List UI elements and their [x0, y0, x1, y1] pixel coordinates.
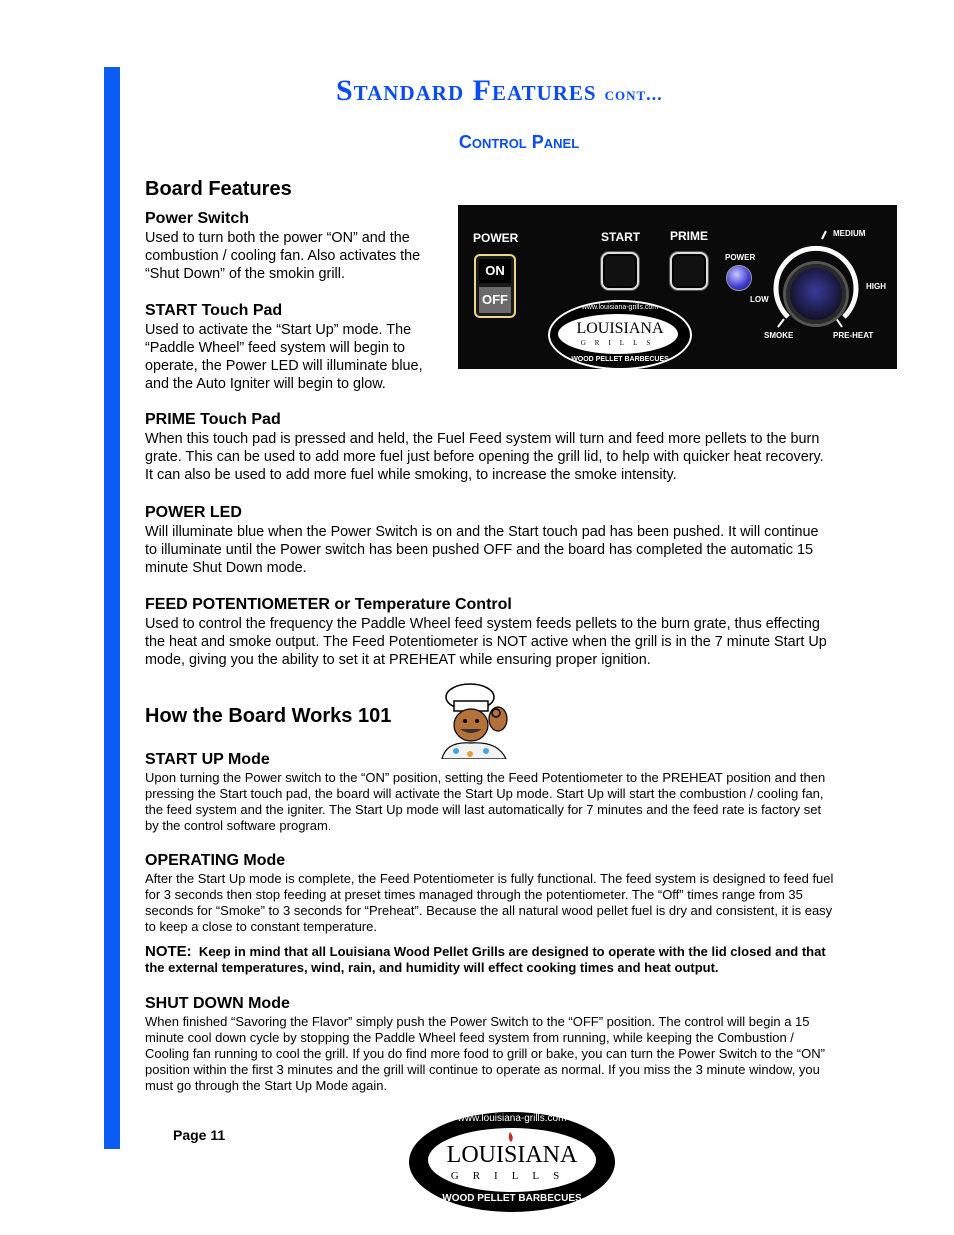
- prime-touch-pad: [670, 252, 708, 290]
- footer-logo-url: www.louisiana-grills.com: [457, 1113, 567, 1124]
- power-switch-title: Power Switch: [145, 210, 250, 227]
- feed-potentiometer-knob: [786, 264, 846, 324]
- panel-power-label: POWER: [473, 231, 519, 245]
- panel-low-label: LOW: [750, 295, 769, 304]
- panel-logo-url: www.louisiana-grills.com: [581, 304, 659, 311]
- panel-preheat-label: PRE-HEAT: [833, 331, 874, 340]
- prime-pad-title: PRIME Touch Pad: [145, 411, 281, 428]
- how-board-works-heading: How the Board Works 101: [145, 705, 392, 727]
- feed-pot-text: Used to control the frequency the Paddle Wheel feed system feeds pellets to the burn grate, thus effecting the heat and smoke output. The Feed Potentiometer is NOT active when the grill is in the 7 minute Start Up mode, giving you the ability to set it at PREHEAT while ensuring proper ignition.: [145, 616, 827, 668]
- startup-text: Upon turning the Power switch to the “ON” position, setting the Feed Potentiometer to the PREHEAT position and then pressing the Start touch pad, the board will activate the Start Up mode. Start Up will start the combustion / cooling fan, the feed system and the igniter. The Start Up mode will last automatically for 7 minutes and the feed rate is factory set by the control software program.: [145, 770, 826, 833]
- page-title: Standard Features cont...: [336, 74, 663, 107]
- switch-on-label: ON: [479, 259, 511, 283]
- note-line-1: Keep in mind that all Louisiana Wood Pellet Grills are designed to operate with the lid closed and that: [198, 944, 826, 959]
- board-features-heading: Board Features: [145, 178, 292, 200]
- chef-illustration: [436, 683, 520, 759]
- footer-logo-sub: GRILLS: [450, 1170, 574, 1182]
- shutdown-title: SHUT DOWN Mode: [145, 995, 290, 1012]
- section-subtitle: Control Panel: [458, 132, 580, 152]
- panel-logo-name: LOUISIANA: [576, 320, 664, 337]
- panel-prime-label: PRIME: [670, 229, 709, 243]
- power-led-text: Will illuminate blue when the Power Switch is on and the Start touch pad has been pushed. It will continue to illuminate until the Power switch has been pushed OFF and the board has completed the automatic 15 minute Shut Down mode.: [145, 524, 819, 576]
- startup-title: START UP Mode: [145, 751, 270, 768]
- power-switch-text: Used to turn both the power “ON” and the combustion / cooling fan. Also activates the “Shut Down” of the smokin grill.: [145, 230, 421, 282]
- power-led-title: POWER LED: [145, 504, 242, 521]
- start-touch-pad: [601, 252, 639, 290]
- footer-logo: [407, 1110, 617, 1214]
- operating-text: After the Start Up mode is complete, the Feed Potentiometer is fully functional. The feed system is designed to feed fuel for 3 seconds then stop feeding at preset times managed through the potentiometer. The “Off” times range from 35 seconds for “Smoke” to 3 seconds for “Preheat”. Because the all natural wood pellet fuel is dry and consistent, it is easy to keep a close to constant temperature.: [145, 871, 834, 934]
- note-label: NOTE:: [145, 943, 192, 960]
- panel-medium-label: MEDIUM: [833, 229, 866, 238]
- panel-logo-sub: GRILLS: [580, 339, 660, 347]
- panel-logo: [548, 300, 692, 370]
- footer-logo-bottom: WOOD PELLET BARBECUES: [442, 1193, 582, 1204]
- note-block: [145, 944, 895, 976]
- panel-logo-bottom: WOOD PELLET BARBECUES: [571, 356, 669, 363]
- power-led-icon: [726, 265, 752, 291]
- page-sidebar-bar: [104, 67, 120, 1149]
- feed-pot-title: FEED POTENTIOMETER or Temperature Control: [145, 596, 512, 613]
- operating-title: OPERATING Mode: [145, 852, 286, 869]
- panel-high-label: HIGH: [866, 282, 886, 291]
- prime-pad-text: When this touch pad is pressed and held, the Fuel Feed system will turn and feed more pellets to the burn grate. This can be used to add more fuel just before opening the grill lid, to help with quicker heat recovery. It can also be used to add more fuel while smoking, to increase the smoke intensity.: [145, 431, 824, 483]
- start-pad-text: Used to activate the “Start Up” mode. The “Paddle Wheel” feed system will begin to operate, the Power LED will illuminate blue, and the Auto Igniter will begin to glow.: [145, 322, 423, 392]
- panel-start-label: START: [601, 230, 641, 244]
- start-pad-title: START Touch Pad: [145, 302, 283, 319]
- panel-smoke-label: SMOKE: [764, 331, 794, 340]
- footer-logo-name: LOUISIANA: [446, 1142, 578, 1168]
- page-number: Page 11: [173, 1127, 226, 1143]
- shutdown-text: When finished “Savoring the Flavor” simply push the Power Switch to the “OFF” position. The control will begin a 15 minute cool down cycle by stopping the Paddle Wheel feed system from running, while keeping the Combustion / Cooling fan running to cool the grill. If you do find more food to grill or bake, you can turn the Power Switch to the “ON” position within the first 3 minutes and the grill will continue to operate as normal. If you miss the 3 minute window, you must go through the Start Up Mode again.: [145, 1014, 825, 1093]
- power-switch: [474, 254, 516, 318]
- switch-off-label: OFF: [479, 287, 511, 313]
- panel-led-label: POWER: [725, 253, 756, 262]
- note-line-2: the external temperatures, wind, rain, and humidity will effect cooking times and heat output.: [145, 960, 719, 975]
- title-cont: cont...: [604, 84, 663, 104]
